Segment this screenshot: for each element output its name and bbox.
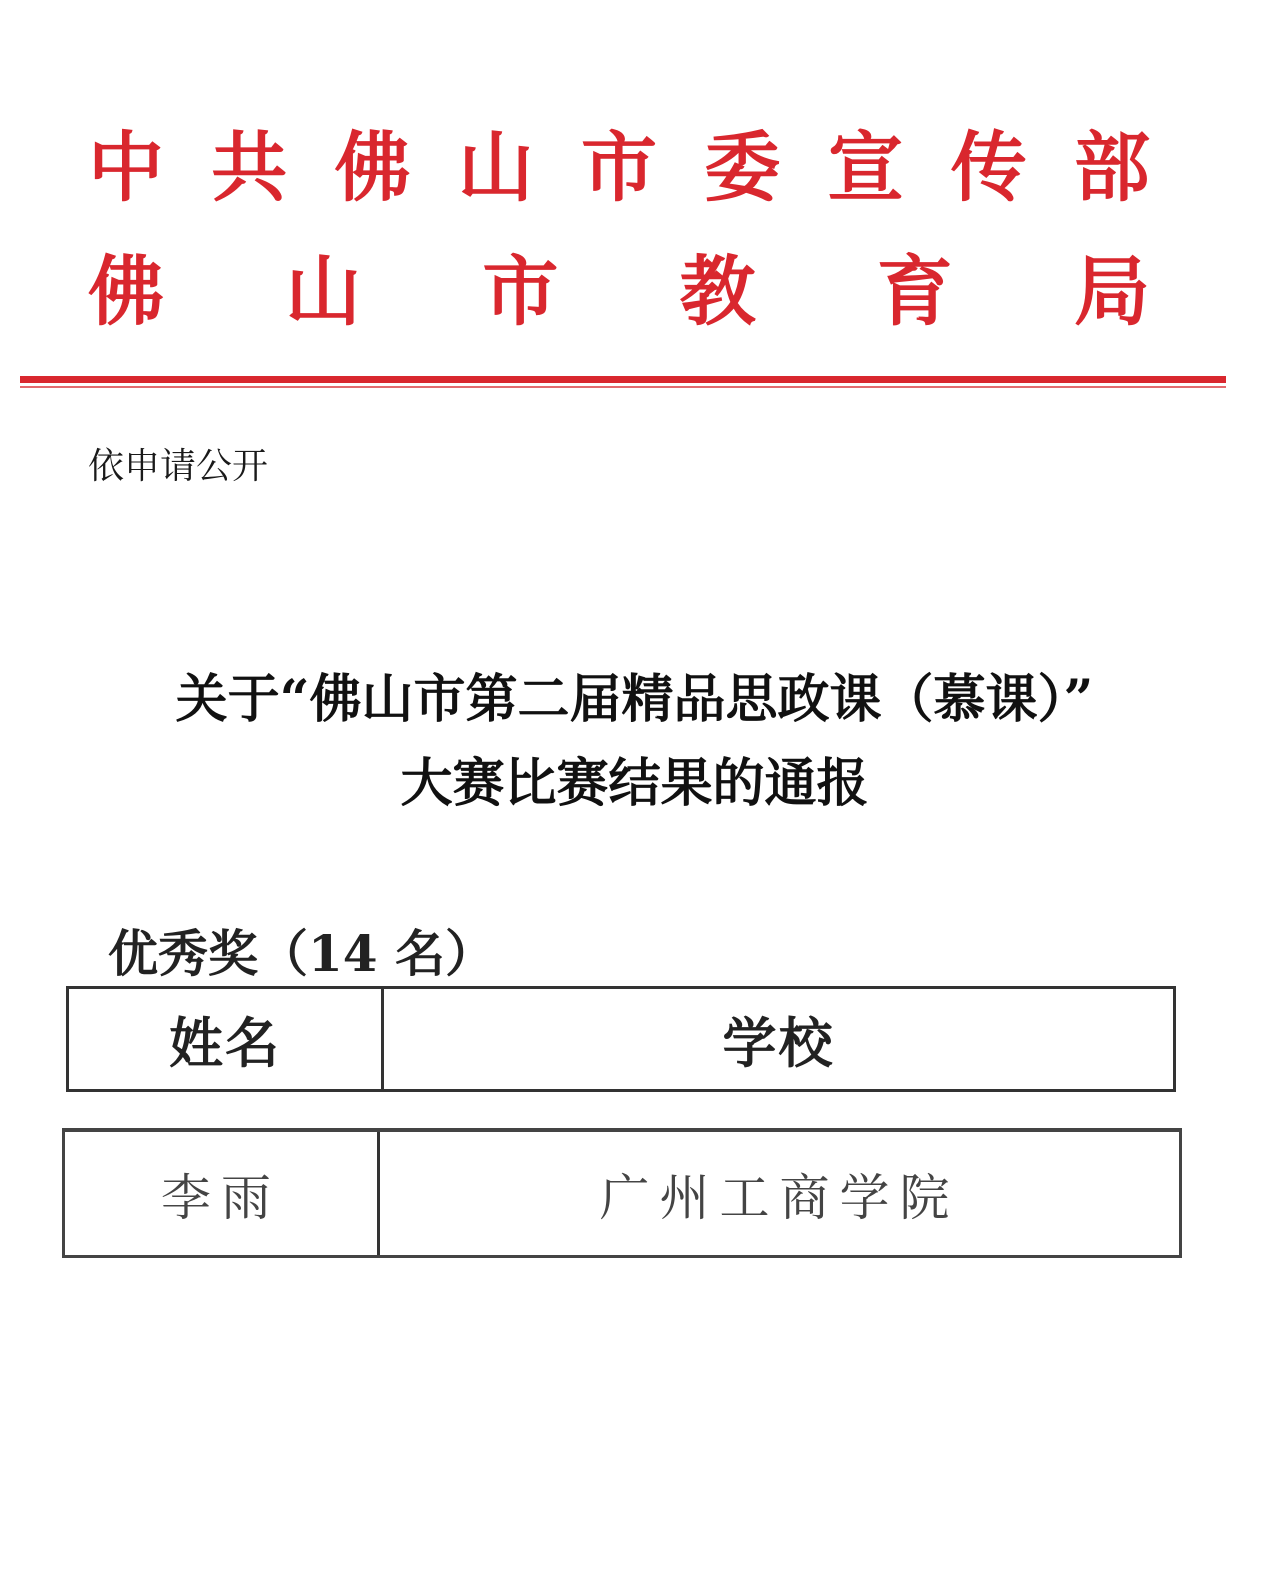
- header-cell-school: [384, 989, 1173, 1089]
- table-row: [62, 1128, 1182, 1258]
- header-school-label: 学校: [722, 1010, 835, 1075]
- table-header: [66, 986, 1176, 1092]
- letterhead-char: 市: [581, 123, 657, 212]
- letterhead-char: 教: [679, 247, 756, 336]
- letterhead-char: 中: [88, 123, 164, 212]
- letterhead-char: 佛: [88, 247, 164, 336]
- letterhead-issuer-2: [88, 247, 1150, 336]
- letterhead-issuer-1: [88, 123, 1150, 212]
- letterhead-divider-thin: [20, 386, 1226, 388]
- letterhead-divider: [20, 376, 1226, 383]
- letterhead-char: 共: [211, 123, 288, 212]
- winner-name: 李雨: [161, 1168, 281, 1227]
- winner-school: 广州工商学院: [599, 1168, 960, 1227]
- letterhead-char: 山: [457, 123, 534, 212]
- cell-school: [380, 1132, 1179, 1255]
- document-title-line-1: 关于“佛山市第二届精品思政课（慕课）”: [175, 669, 1094, 730]
- letterhead-char: 宣: [827, 123, 904, 212]
- letterhead-char: 山: [285, 247, 362, 336]
- letterhead-char: 局: [1073, 247, 1150, 336]
- award-heading: 优秀奖（14 名）: [108, 924, 495, 983]
- header-name-label: 姓名: [169, 1010, 281, 1075]
- letterhead-char: 部: [1074, 123, 1150, 212]
- header-cell-name: [69, 989, 384, 1089]
- letterhead-char: 育: [876, 247, 953, 336]
- letterhead-char: 佛: [334, 123, 411, 212]
- letterhead-char: 传: [950, 123, 1027, 212]
- letterhead-char: 委: [704, 123, 781, 212]
- document-title-line-2: 大赛比赛结果的通报: [400, 753, 869, 814]
- letterhead-char: 市: [482, 247, 559, 336]
- cell-name: [65, 1132, 380, 1255]
- disclosure-label: 依申请公开: [88, 446, 269, 487]
